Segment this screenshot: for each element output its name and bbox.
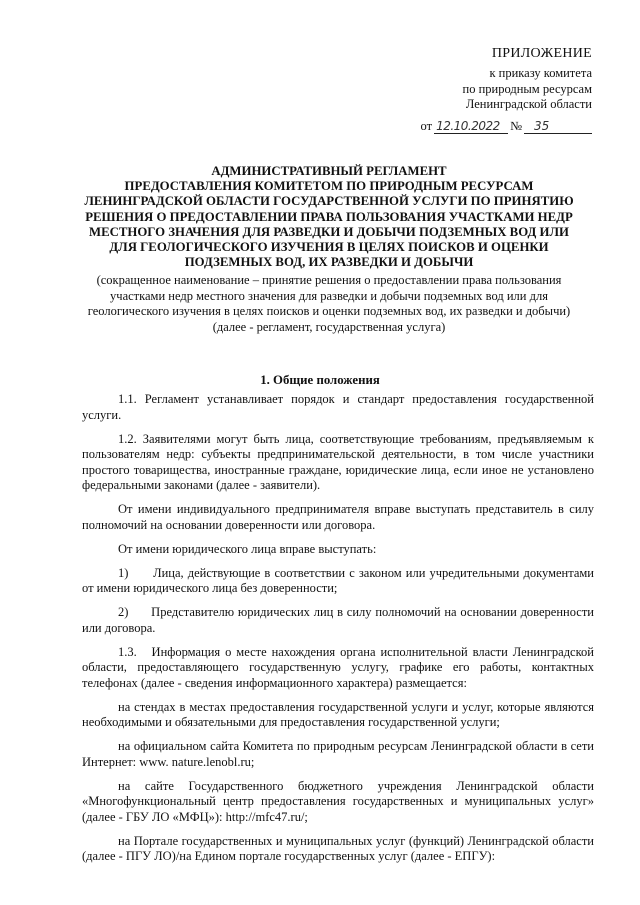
title-line: РЕШЕНИЯ О ПРЕДОСТАВЛЕНИИ ПРАВА ПОЛЬЗОВАНИЯ УЧАСТКАМИ НЕДР (85, 209, 573, 224)
short-name-line: участками недр местного значения для разведки и добычи подземных вод или для (110, 288, 548, 303)
paragraph: 1.3. Информация о месте нахождения органа исполнительной власти Ленинградской области, предоставляющего государственную услугу, графике его работы, контактных телефонах (далее - сведения информационного характера) размещается: (82, 644, 594, 690)
title-line: АДМИНИСТРАТИВНЫЙ РЕГЛАМЕНТ (211, 164, 447, 178)
handwritten-date: 12.10.2022 (434, 120, 508, 134)
number-sign: № (510, 119, 522, 133)
appendix-label: ПРИЛОЖЕНИЕ (491, 46, 592, 61)
short-name-line: (далее - регламент, государственная услуга) (212, 319, 446, 334)
paragraph: на Портале государственных и муниципальных услуг (функций) Ленинградской области (далее - ПГУ ЛО)/на Едином портале государственных услуг (далее - ЕПГУ): (82, 833, 594, 863)
order-reference (463, 66, 592, 113)
order-line-2: по природным ресурсам (462, 81, 592, 96)
paragraph: 1.1. Регламент устанавливает порядок и стандарт предоставления государственной услуги. (82, 392, 594, 422)
short-name-line: (сокращенное наименование – принятие решения о предоставлении права пользования (96, 273, 562, 287)
list-item: 1) Лица, действующие в соответствии с законом или учредительными документами от имени юридического лица без доверенности; (82, 565, 594, 595)
short-name-line: геологического изучения в целях поисков и оценки подземных вод, их разведки и добычи) (87, 304, 571, 319)
section-body (82, 392, 594, 873)
order-line-1: к приказу комитета (489, 66, 592, 80)
title-line: ЛЕНИНГРАДСКОЙ ОБЛАСТИ ГОСУДАРСТВЕННОЙ УСЛУГИ ПО ПРИНЯТИЮ (84, 194, 574, 209)
handwritten-number: 35 (524, 120, 592, 134)
short-name-block (72, 273, 586, 335)
order-date-line (421, 119, 593, 134)
title-line: ДЛЯ ГЕОЛОГИЧЕСКОГО ИЗУЧЕНИЯ В ЦЕЛЯХ ПОИСКОВ И ОЦЕНКИ (109, 240, 549, 255)
title-line: ПРЕДОСТАВЛЕНИЯ КОМИТЕТОМ ПО ПРИРОДНЫМ РЕСУРСАМ (124, 179, 534, 194)
date-prefix: от (420, 119, 433, 133)
section-heading: 1. Общие положения (260, 373, 380, 387)
paragraph: на сайте Государственного бюджетного учреждения Ленинградской области «Многофункциональный центр предоставления государственных и муниципальных услуг» (далее - ГБУ ЛО «МФЦ»): http://mfc47.ru/; (82, 778, 594, 824)
paragraph: на официальном сайта Комитета по природным ресурсам Ленинградской области в сети Интернет: www. nature.lenobl.ru; (82, 739, 594, 769)
title-line: ПОДЗЕМНЫХ ВОД, ИХ РАЗВЕДКИ И ДОБЫЧИ (184, 255, 474, 270)
paragraph: на стендах в местах предоставления государственной услуги и услуг, которые являются необходимыми и обязательными для предоставления государственной услуги; (82, 699, 594, 729)
order-line-3: Ленинградской области (465, 97, 592, 111)
paragraph: От имени юридического лица вправе выступать: (118, 541, 377, 556)
paragraph: 1.2. Заявителями могут быть лица, соответствующие требованиям, предъявляемым к пользователям недр: субъекты предпринимательской деятельности, в том числе участники простого товарищества, иностранные граждане, юридические лица, если иное не установлено федеральными законами (далее - заявители). (82, 431, 594, 492)
document-title (60, 164, 598, 270)
list-item: 2) Представителю юридических лиц в силу полномочий на основании доверенности или договора. (82, 605, 594, 635)
paragraph: От имени индивидуального предпринимателя вправе выступать представитель в силу полномочий на основании доверенности или договора. (82, 502, 594, 532)
title-line: МЕСТНОГО ЗНАЧЕНИЯ ДЛЯ РАЗВЕДКИ И ДОБЫЧИ ПОДЗЕМНЫХ ВОД ИЛИ (88, 224, 569, 239)
